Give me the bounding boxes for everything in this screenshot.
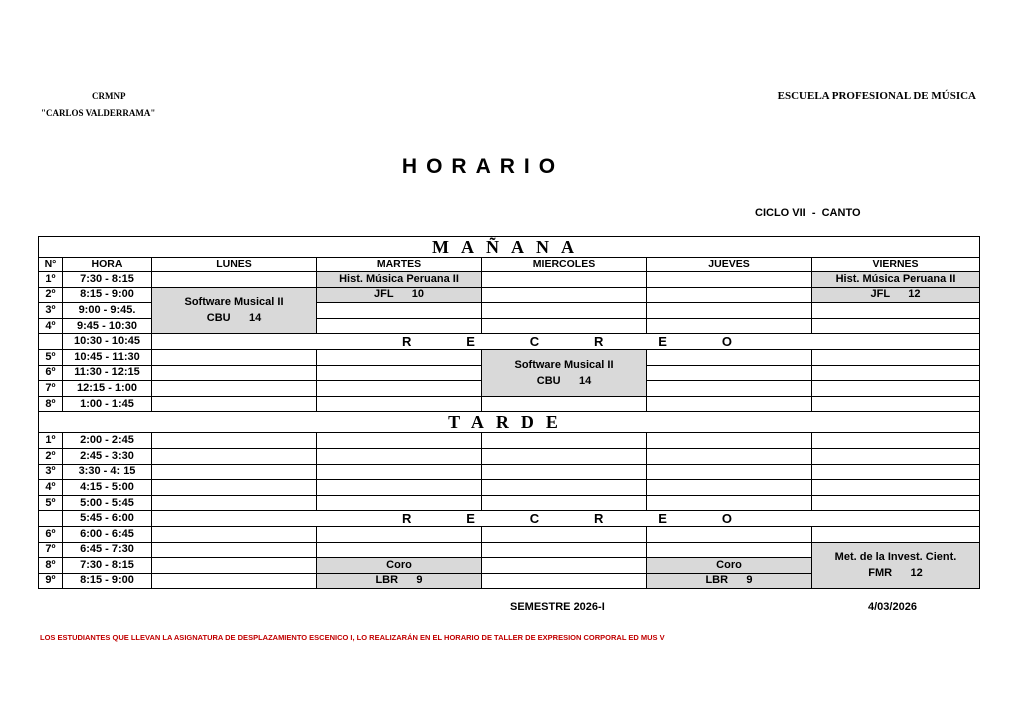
table-row: [39, 542, 980, 558]
slot-time: 10:45 - 11:30: [63, 349, 152, 365]
course-name: Hist. Música Peruana II: [835, 272, 956, 285]
slot-time: 9:45 - 10:30: [63, 318, 152, 334]
slot-number: 2º: [39, 287, 63, 303]
institution-name: "CARLOS VALDERRAMA": [41, 108, 156, 118]
course-room: 14: [578, 374, 592, 387]
recess-letter: R: [594, 334, 604, 350]
recess-letter: R: [402, 511, 412, 527]
empty-cell: [152, 480, 317, 496]
slot-number: 5º: [39, 349, 63, 365]
empty-cell: [317, 433, 482, 449]
slot-time: 7:30 - 8:15: [63, 558, 152, 574]
empty-cell: [647, 433, 812, 449]
empty-cell: [812, 495, 980, 511]
semester-label: SEMESTRE 2026-I: [510, 601, 605, 613]
table-row: [39, 495, 980, 511]
recess-letter: R: [594, 511, 604, 527]
empty-cell: [152, 433, 317, 449]
course-room: 14: [248, 312, 262, 325]
course-cell: [317, 573, 482, 589]
slot-number: 1º: [39, 433, 63, 449]
morning-section-label: MAÑANA: [39, 237, 980, 258]
slot-time: 1:00 - 1:45: [63, 396, 152, 412]
slot-number: 6º: [39, 365, 63, 381]
slot-time: 12:15 - 1:00: [63, 381, 152, 397]
course-name: Hist. Música Peruana II: [339, 272, 459, 285]
slot-time: 2:45 - 3:30: [63, 448, 152, 464]
empty-cell: [482, 448, 647, 464]
recess-letter: E: [658, 334, 667, 350]
recess-row: [39, 511, 980, 527]
empty-cell: [812, 396, 980, 412]
course-cell: [482, 349, 647, 396]
slot-number: [39, 511, 63, 527]
course-name: Software Musical II: [184, 296, 284, 309]
slot-number: 1º: [39, 272, 63, 288]
recess-letter: C: [529, 334, 540, 350]
empty-cell: [317, 464, 482, 480]
table-row: [39, 272, 980, 288]
course-cell: [317, 558, 482, 574]
empty-cell: [647, 495, 812, 511]
slot-number: 9º: [39, 573, 63, 589]
empty-cell: [317, 396, 482, 412]
empty-cell: [482, 396, 647, 412]
recess-letter: O: [721, 511, 732, 527]
course-teacher: JFL: [374, 288, 394, 301]
slot-number: 2º: [39, 448, 63, 464]
empty-cell: [482, 318, 647, 334]
recess-cell: [152, 334, 980, 350]
empty-cell: [317, 448, 482, 464]
slot-time: 5:00 - 5:45: [63, 495, 152, 511]
empty-cell: [812, 480, 980, 496]
table-row: [39, 396, 980, 412]
empty-cell: [152, 396, 317, 412]
afternoon-section: [39, 412, 980, 433]
empty-cell: [812, 349, 980, 365]
slot-time: 7:30 - 8:15: [63, 272, 152, 288]
empty-cell: [482, 272, 647, 288]
empty-cell: [152, 464, 317, 480]
course-room: 9: [746, 574, 753, 587]
empty-cell: [317, 542, 482, 558]
slot-number: 7º: [39, 542, 63, 558]
empty-cell: [647, 272, 812, 288]
empty-cell: [647, 480, 812, 496]
slot-number: 7º: [39, 381, 63, 397]
slot-time: 9:00 - 9:45.: [63, 303, 152, 319]
slot-number: 5º: [39, 495, 63, 511]
recess-letter: E: [466, 334, 475, 350]
table-row: [39, 526, 980, 542]
empty-cell: [647, 464, 812, 480]
empty-cell: [317, 495, 482, 511]
slot-number: [39, 334, 63, 350]
empty-cell: [647, 542, 812, 558]
table-row: [39, 448, 980, 464]
empty-cell: [647, 381, 812, 397]
recess-letter: E: [658, 511, 667, 527]
table-row: [39, 464, 980, 480]
course-room: 9: [416, 574, 423, 587]
institution-acronym: CRMNP: [92, 91, 126, 101]
afternoon-section-label: TARDE: [39, 412, 980, 433]
table-row: [39, 433, 980, 449]
empty-cell: [152, 542, 317, 558]
empty-cell: [152, 526, 317, 542]
empty-cell: [317, 365, 482, 381]
empty-cell: [812, 381, 980, 397]
column-header-row: [39, 258, 980, 272]
empty-cell: [152, 349, 317, 365]
empty-cell: [317, 480, 482, 496]
course-name: Coro: [716, 558, 742, 571]
slot-time: 2:00 - 2:45: [63, 433, 152, 449]
empty-cell: [647, 365, 812, 381]
empty-cell: [482, 495, 647, 511]
slot-number: 8º: [39, 396, 63, 412]
empty-cell: [152, 558, 317, 574]
slot-time: 3:30 - 4: 15: [63, 464, 152, 480]
recess-letter: R: [402, 334, 412, 350]
empty-cell: [152, 365, 317, 381]
course-cell: [812, 272, 980, 288]
slot-time: 5:45 - 6:00: [63, 511, 152, 527]
course-teacher: LBR: [705, 574, 729, 587]
empty-cell: [152, 495, 317, 511]
empty-cell: [647, 349, 812, 365]
empty-cell: [482, 542, 647, 558]
empty-cell: [482, 480, 647, 496]
column-header: LUNES: [152, 258, 317, 272]
empty-cell: [482, 433, 647, 449]
recess-cell: [152, 511, 980, 527]
course-cell: [812, 542, 980, 589]
course-cell: [317, 272, 482, 288]
course-cell: [647, 558, 812, 574]
slot-time: 11:30 - 12:15: [63, 365, 152, 381]
recess-row: [39, 334, 980, 350]
empty-cell: [647, 287, 812, 303]
date-label: 4/03/2026: [868, 601, 917, 613]
column-header: MIERCOLES: [482, 258, 647, 272]
column-header: MARTES: [317, 258, 482, 272]
course-name: Coro: [386, 558, 412, 571]
empty-cell: [482, 526, 647, 542]
empty-cell: [317, 526, 482, 542]
empty-cell: [812, 526, 980, 542]
empty-cell: [647, 303, 812, 319]
course-teacher: FMR: [868, 567, 893, 580]
slot-time: 6:00 - 6:45: [63, 526, 152, 542]
slot-time: 8:15 - 9:00: [63, 573, 152, 589]
empty-cell: [812, 318, 980, 334]
empty-cell: [812, 433, 980, 449]
cycle-label: CICLO VII - CANTO: [755, 207, 861, 219]
slot-number: 4º: [39, 480, 63, 496]
table-row: [39, 480, 980, 496]
slot-number: 6º: [39, 526, 63, 542]
recess-letter: O: [721, 334, 732, 350]
column-header: VIERNES: [812, 258, 980, 272]
table-row: [39, 287, 980, 303]
empty-cell: [482, 464, 647, 480]
slot-time: 10:30 - 10:45: [63, 334, 152, 350]
empty-cell: [482, 573, 647, 589]
slot-time: 8:15 - 9:00: [63, 287, 152, 303]
slot-number: 8º: [39, 558, 63, 574]
empty-cell: [317, 381, 482, 397]
table-row: [39, 349, 980, 365]
empty-cell: [812, 464, 980, 480]
course-cell: [647, 573, 812, 589]
school-name: ESCUELA PROFESIONAL DE MÚSICA: [777, 90, 976, 102]
morning-section: [39, 237, 980, 258]
empty-cell: [647, 526, 812, 542]
course-teacher: LBR: [375, 574, 399, 587]
empty-cell: [812, 303, 980, 319]
slot-time: 6:45 - 7:30: [63, 542, 152, 558]
empty-cell: [812, 448, 980, 464]
column-header: HORA: [63, 258, 152, 272]
page-title: HORARIO: [401, 155, 565, 178]
empty-cell: [812, 365, 980, 381]
footnote: LOS ESTUDIANTES QUE LLEVAN LA ASIGNATURA DE DESPLAZAMIENTO ESCENICO I, LO REALIZARÁN EN EL HORARIO DE TALLER DE EXPRESION CORPORAL ED MUS V: [40, 633, 665, 642]
recess-letter: C: [529, 511, 540, 527]
empty-cell: [482, 558, 647, 574]
course-cell: [812, 287, 980, 303]
empty-cell: [152, 272, 317, 288]
slot-number: 3º: [39, 464, 63, 480]
empty-cell: [647, 396, 812, 412]
column-header: N°: [39, 258, 63, 272]
empty-cell: [152, 448, 317, 464]
empty-cell: [317, 349, 482, 365]
course-teacher: JFL: [870, 288, 890, 301]
course-teacher: CBU: [206, 312, 231, 325]
empty-cell: [317, 303, 482, 319]
slot-time: 4:15 - 5:00: [63, 480, 152, 496]
empty-cell: [647, 448, 812, 464]
empty-cell: [152, 381, 317, 397]
recess-letter: E: [466, 511, 475, 527]
empty-cell: [152, 573, 317, 589]
course-room: 12: [910, 567, 923, 580]
course-teacher: CBU: [536, 374, 561, 387]
slot-number: 4º: [39, 318, 63, 334]
course-name: Software Musical II: [514, 358, 614, 371]
empty-cell: [647, 318, 812, 334]
course-name: Met. de la Invest. Cient.: [834, 551, 957, 564]
course-room: 12: [908, 288, 921, 301]
slot-number: 3º: [39, 303, 63, 319]
course-cell: [152, 287, 317, 334]
empty-cell: [317, 318, 482, 334]
schedule-table: [38, 236, 980, 589]
course-cell: [317, 287, 482, 303]
course-room: 10: [411, 288, 424, 301]
empty-cell: [482, 287, 647, 303]
empty-cell: [482, 303, 647, 319]
column-header: JUEVES: [647, 258, 812, 272]
